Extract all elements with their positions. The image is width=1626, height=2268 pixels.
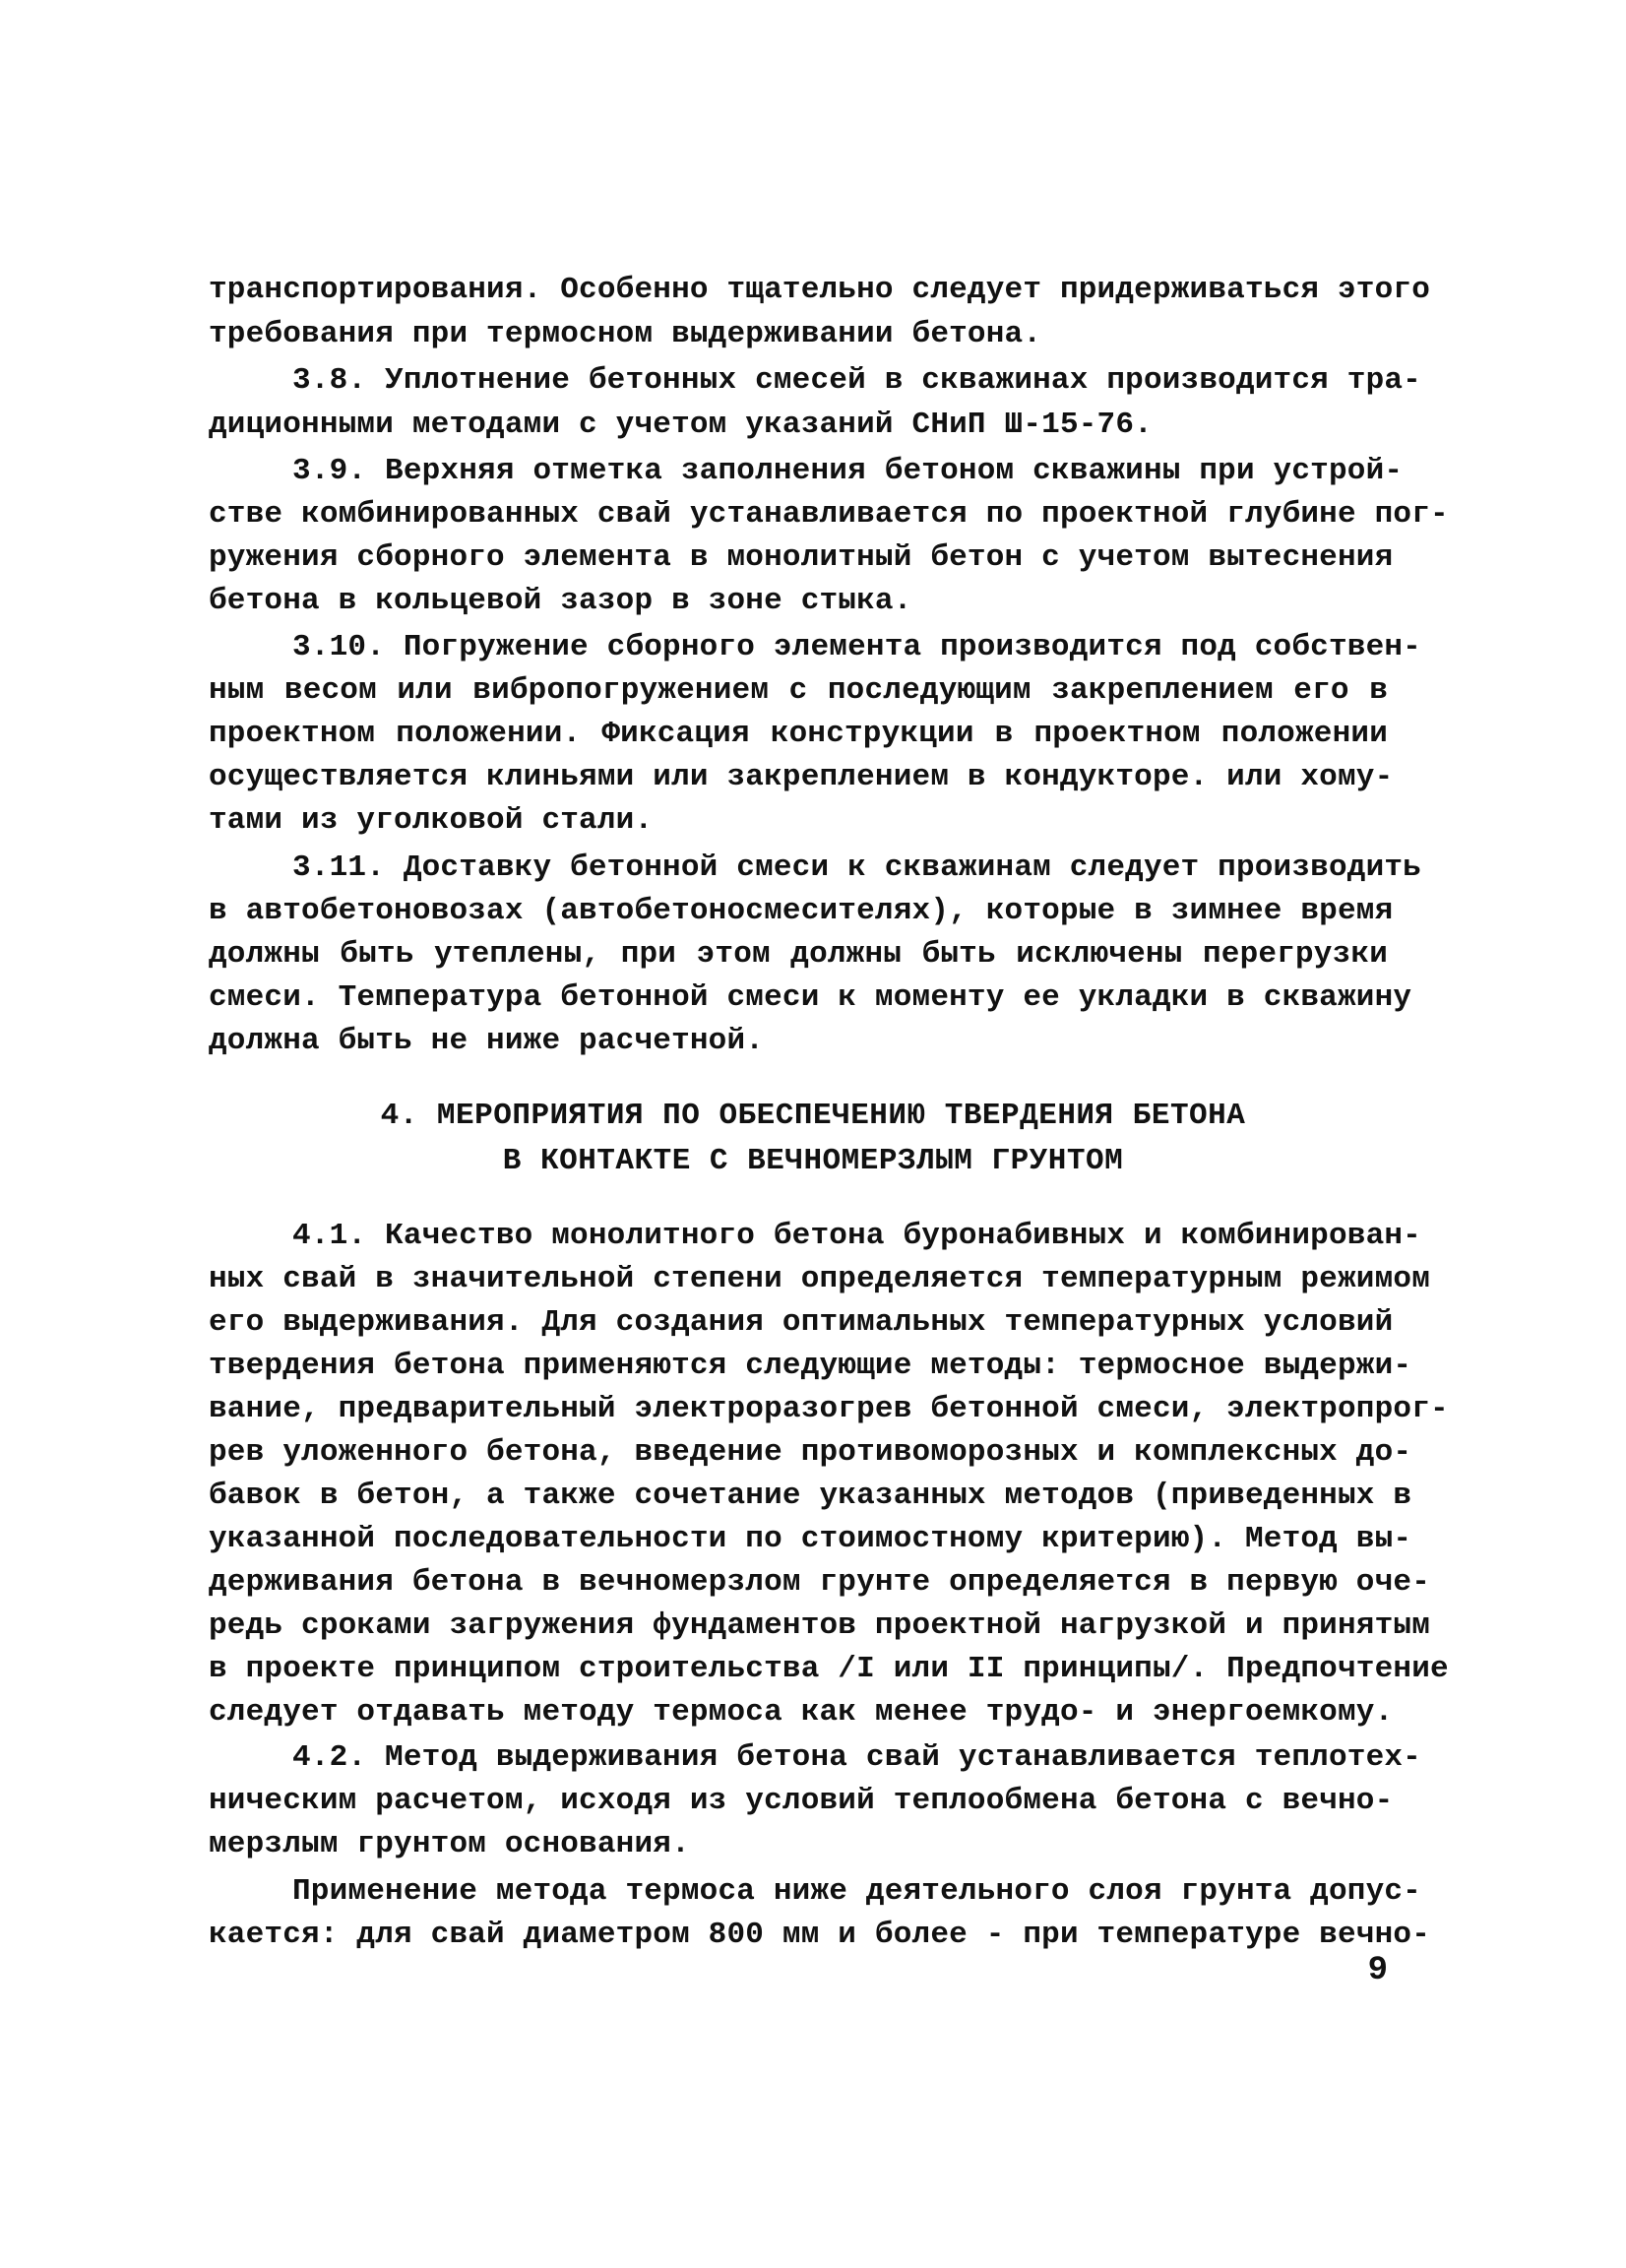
text-line: диционными методами с учетом указаний СНиП Ш-15-76.	[209, 408, 1153, 442]
text-line: стве комбинированных свай устанавливается по проектной глубине пог-	[209, 497, 1449, 532]
text-line: в проекте принципом строительства /I или II принципы/. Предпочтение	[209, 1652, 1449, 1686]
paragraph-3-8-line: 3.8. Уплотнение бетонных смесей в скважинах производится тра-	[292, 363, 1421, 398]
text-line: бетона в кольцевой зазор в зоне стыка.	[209, 584, 912, 618]
paragraph-4-1-line: 4.1. Качество монолитного бетона буронабивных и комбинирован-	[292, 1219, 1421, 1253]
text-line: держивания бетона в вечномерзлом грунте определяется в первую оче-	[209, 1565, 1430, 1600]
text-line: транспортирования. Особенно тщательно следует придерживаться этого	[209, 273, 1430, 307]
text-line: должна быть не ниже расчетной.	[209, 1024, 765, 1058]
text-line: ных свай в значительной степени определяется температурным режимом	[209, 1262, 1430, 1296]
text-line: должны быть утеплены, при этом должны быть исключены перегрузки	[209, 937, 1388, 972]
text-line: ружения сборного элемента в монолитный бетон с учетом вытеснения	[209, 540, 1394, 575]
page-number: 9	[1367, 1952, 1388, 1989]
text-line: бавок в бетон, а также сочетание указанных методов (приведенных в	[209, 1479, 1412, 1513]
text-line: осуществляется клиньями или закреплением в кондукторе. или хому-	[209, 760, 1394, 794]
text-line: редь сроками загружения фундаментов проектной нагрузкой и принятым	[209, 1608, 1430, 1643]
text-line: ным весом или вибропогружением с последующим закреплением его в	[209, 673, 1388, 708]
text-line: указанной последовательности по стоимостному критерию). Метод вы-	[209, 1522, 1412, 1556]
paragraph-line: Применение метода термоса ниже деятельного слоя грунта допус-	[292, 1874, 1421, 1909]
section-heading: 4. МЕРОПРИЯТИЯ ПО ОБЕСПЕЧЕНИЮ ТВЕРДЕНИЯ БЕТОНА	[380, 1099, 1246, 1133]
text-line: требования при термосном выдерживании бетона.	[209, 317, 1042, 351]
text-line: мерзлым грунтом основания.	[209, 1827, 690, 1861]
text-line: тами из уголковой стали.	[209, 803, 654, 838]
paragraph-3-11-line: 3.11. Доставку бетонной смеси к скважинам следует производить	[292, 850, 1421, 885]
text-line: в автобетоновозах (автобетоносмесителях), которые в зимнее время	[209, 894, 1394, 928]
text-line: проектном положении. Фиксация конструкции в проектном положении	[209, 717, 1388, 751]
text-line: кается: для свай диаметром 800 мм и более - при температуре вечно-	[209, 1918, 1430, 1952]
text-line: твердения бетона применяются следующие методы: термосное выдержи-	[209, 1349, 1412, 1383]
paragraph-3-9-line: 3.9. Верхняя отметка заполнения бетоном скважины при устрой-	[292, 454, 1404, 488]
paragraph-3-10-line: 3.10. Погружение сборного элемента производится под собствен-	[292, 630, 1421, 664]
text-line: рев уложенного бетона, введение противоморозных и комплексных до-	[209, 1435, 1412, 1470]
text-line: вание, предварительный электроразогрев бетонной смеси, электропрог-	[209, 1392, 1449, 1426]
text-line: смеси. Температура бетонной смеси к моменту ее укладки в скважину	[209, 980, 1412, 1015]
text-line: следует отдавать методу термоса как менее трудо- и энергоемкому.	[209, 1695, 1394, 1730]
text-line: его выдерживания. Для создания оптимальных температурных условий	[209, 1305, 1394, 1340]
text-line: ническим расчетом, исходя из условий теплообмена бетона с вечно-	[209, 1784, 1394, 1818]
section-heading-line-2: В КОНТАКТЕ С ВЕЧНОМЕРЗЛЫМ ГРУНТОМ	[502, 1144, 1124, 1178]
paragraph-4-2-line: 4.2. Метод выдерживания бетона свай устанавливается теплотех-	[292, 1740, 1421, 1775]
